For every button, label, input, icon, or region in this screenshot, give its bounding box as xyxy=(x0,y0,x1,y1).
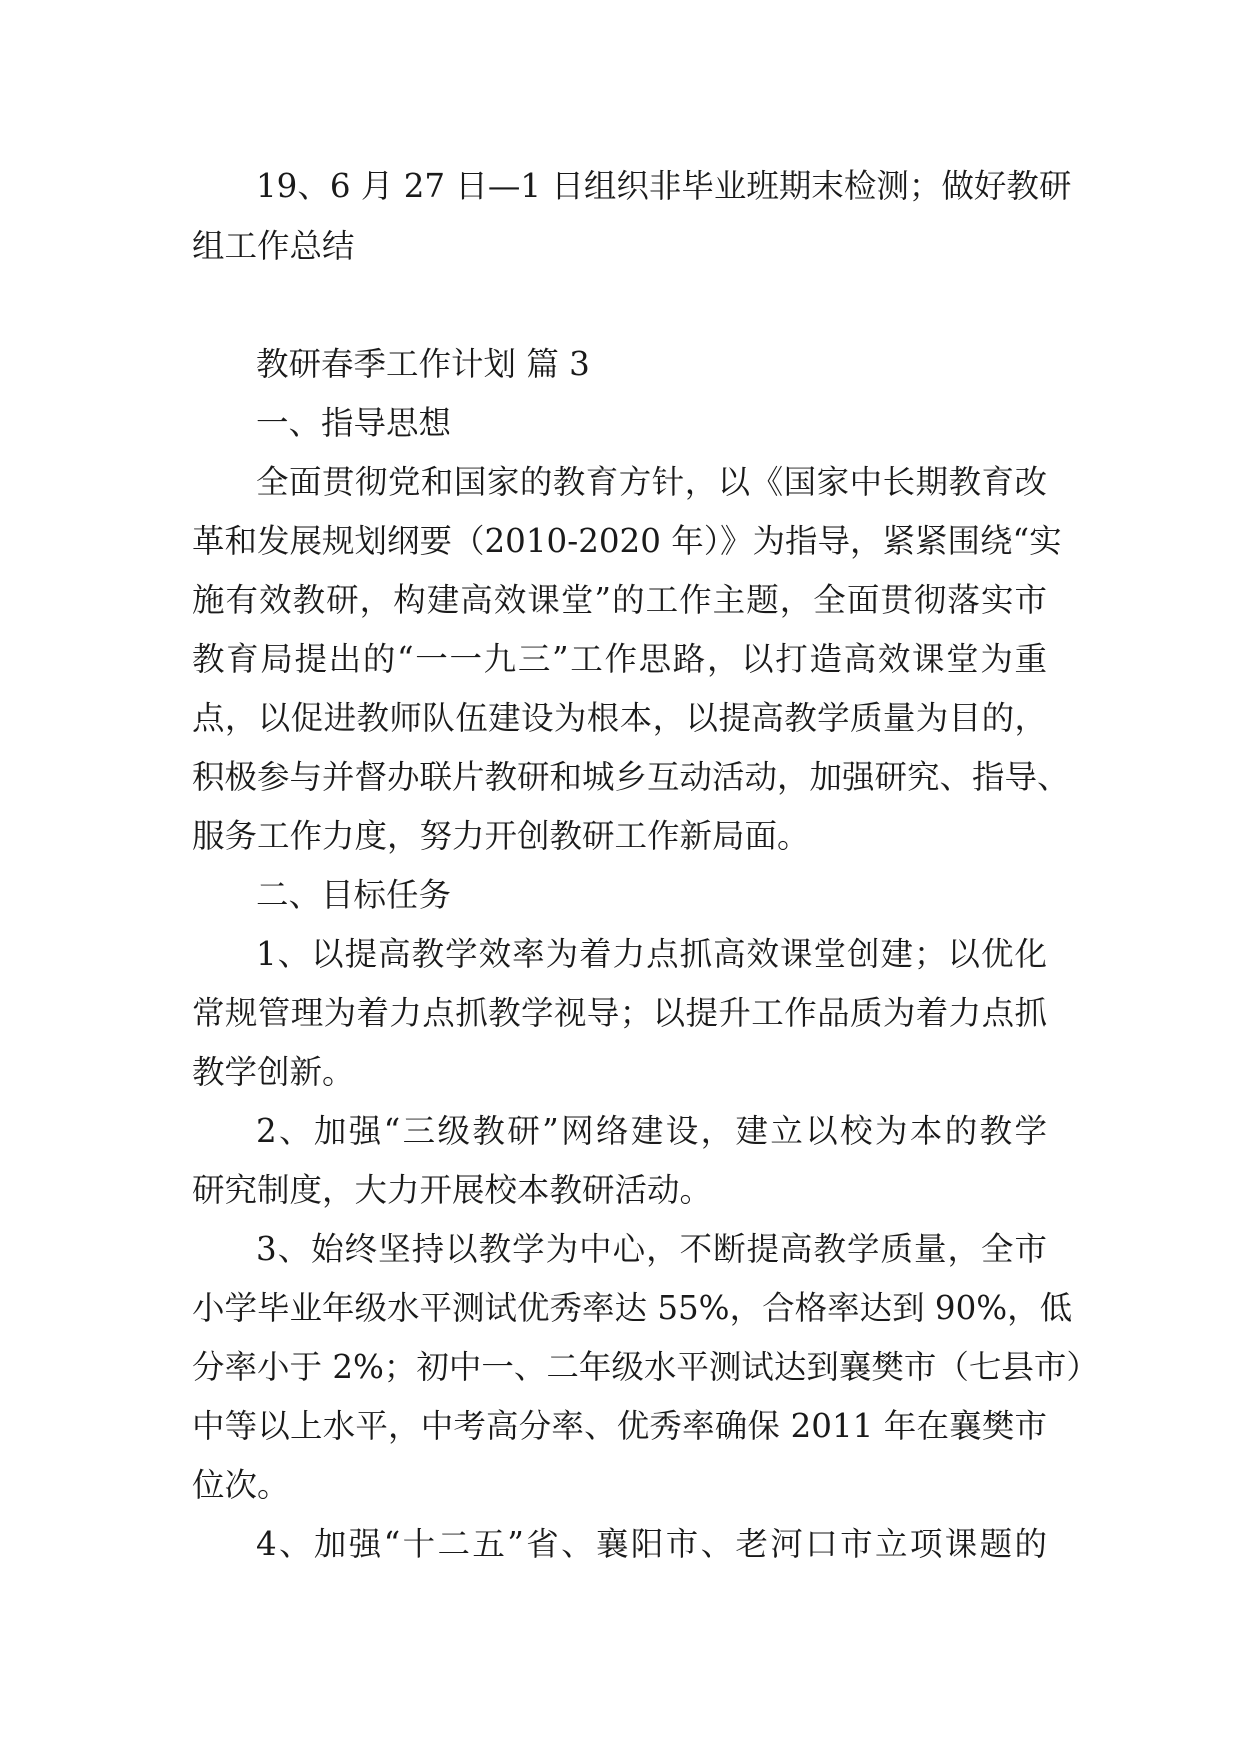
paragraph-line: 教育局提出的“一一九三”工作思路，以打造高效课堂为重 xyxy=(192,640,1047,678)
paragraph-line: 中等以上水平，中考高分率、优秀率确保 2011 年在襄樊市 xyxy=(192,1407,1047,1445)
paragraph-line: 点，以促进教师队伍建设为根本，以提高教学质量为目的， xyxy=(192,699,1047,737)
paragraph-line: 1、以提高教学效率为着力点抓高效课堂创建；以优化 xyxy=(256,935,1047,973)
paragraph-line: 服务工作力度，努力开创教研工作新局面。 xyxy=(192,817,810,855)
paragraph-line: 研究制度，大力开展校本教研活动。 xyxy=(192,1171,713,1209)
paragraph-line: 19、6 月 27 日—1 日组织非毕业班期末检测；做好教研 xyxy=(256,167,1072,205)
paragraph-line: 施有效教研，构建高效课堂”的工作主题，全面贯彻落实市 xyxy=(192,581,1047,619)
paragraph-line: 常规管理为着力点抓教学视导；以提升工作品质为着力点抓 xyxy=(192,994,1047,1032)
section-title: 教研春季工作计划 篇 3 xyxy=(256,345,590,383)
section-heading: 一、指导思想 xyxy=(256,404,452,442)
paragraph-line: 教学创新。 xyxy=(192,1053,355,1091)
paragraph-line: 3、始终坚持以教学为中心，不断提高教学质量，全市 xyxy=(256,1230,1047,1268)
paragraph-line: 4、加强“十二五”省、襄阳市、老河口市立项课题的 xyxy=(256,1525,1047,1563)
paragraph-line: 2、加强“三级教研”网络建设，建立以校为本的教学 xyxy=(256,1112,1047,1150)
paragraph-line: 革和发展规划纲要（2010-2020 年）》为指导，紧紧围绕“实 xyxy=(192,522,1062,560)
paragraph-line: 积极参与并督办联片教研和城乡互动活动，加强研究、指导、 xyxy=(192,758,1070,796)
paragraph-line: 组工作总结 xyxy=(192,227,355,265)
paragraph-line: 小学毕业年级水平测试优秀率达 55%，合格率达到 90%，低 xyxy=(192,1289,1073,1327)
section-heading: 二、目标任务 xyxy=(256,876,452,914)
paragraph-line: 位次。 xyxy=(192,1466,290,1504)
paragraph-line: 全面贯彻党和国家的教育方针，以《国家中长期教育改 xyxy=(256,463,1047,501)
paragraph-line: 分率小于 2%；初中一、二年级水平测试达到襄樊市（七县市） xyxy=(192,1348,1099,1386)
